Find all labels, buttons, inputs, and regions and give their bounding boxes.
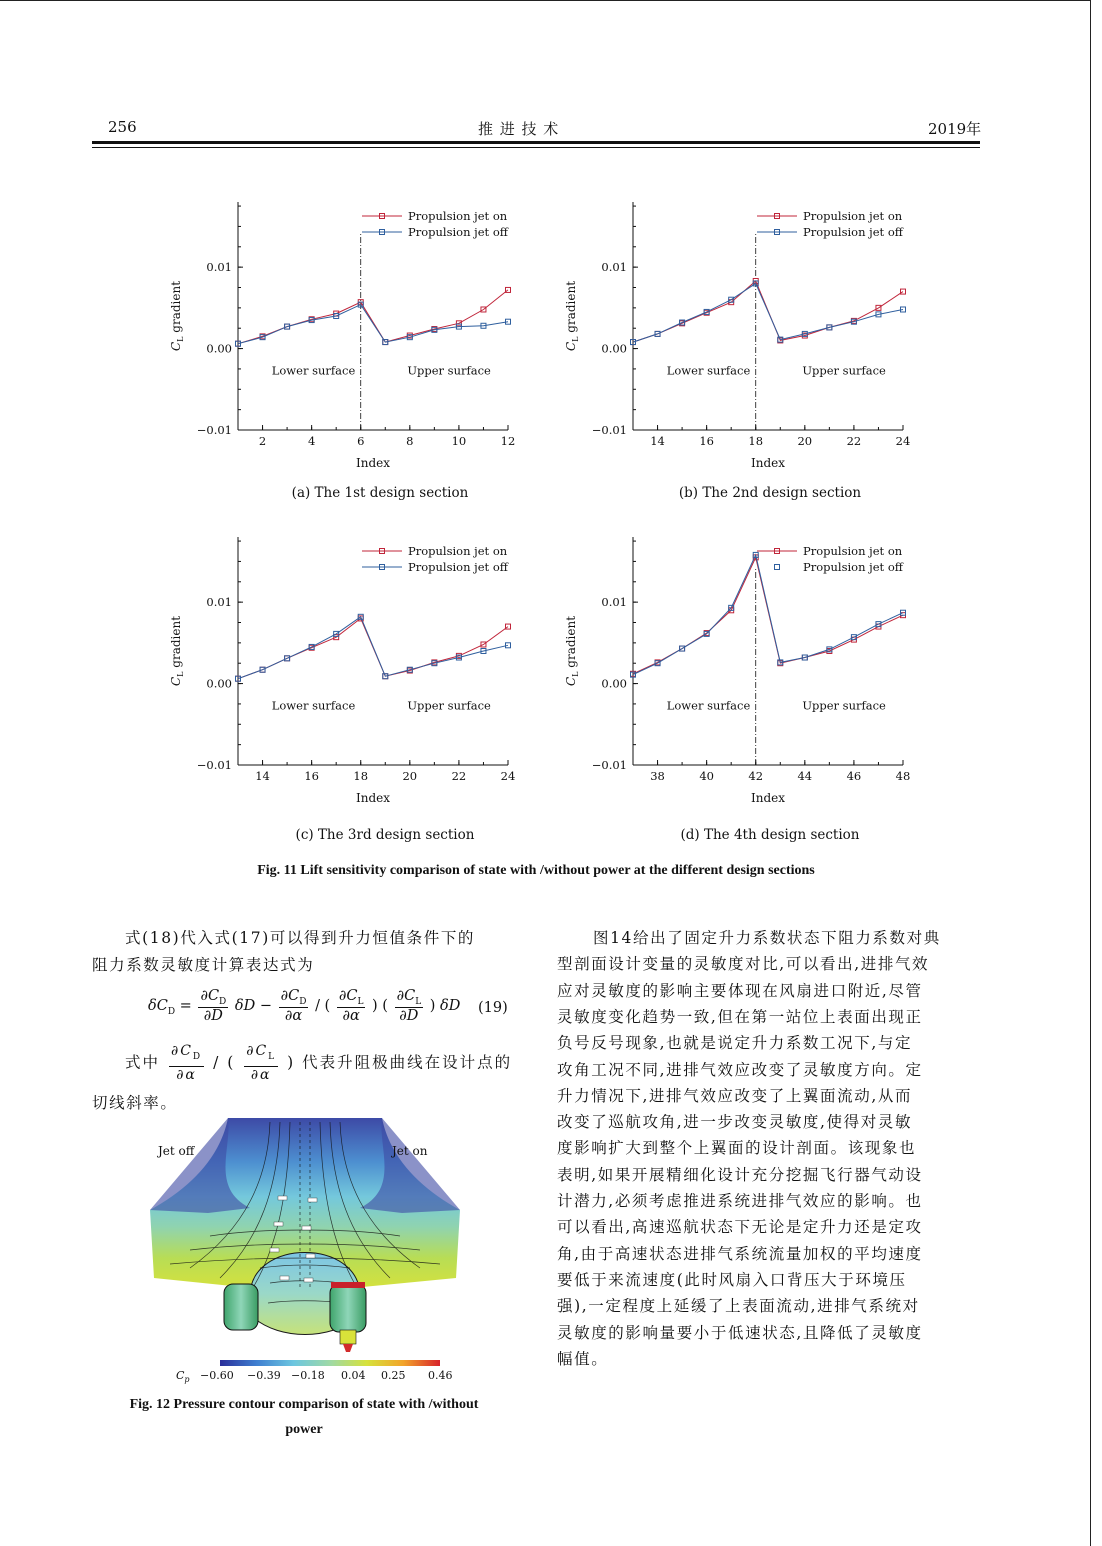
right-para-line: 强),一定程度上延缓了上表面流动,进排气系统对 bbox=[557, 1297, 920, 1316]
x-tick-label: 22 bbox=[451, 769, 467, 783]
y-axis-label-text: gradient bbox=[169, 280, 183, 337]
legend-label: Propulsion jet on bbox=[408, 544, 508, 558]
fig11-caption: Fig. 11 Lift sensitivity comparison of state with /without power at the different design sections bbox=[257, 863, 815, 878]
chart-svg bbox=[545, 190, 925, 480]
right-para-line: 幅值。 bbox=[557, 1349, 609, 1368]
x-tick-label: 6 bbox=[357, 434, 365, 448]
x-tick-label: 46 bbox=[846, 769, 862, 783]
colorbar-tick: −0.18 bbox=[291, 1369, 325, 1382]
y-tick-label: 0.01 bbox=[601, 595, 627, 610]
y-tick-label: 0.00 bbox=[206, 676, 232, 691]
y-axis-label-symbol: C bbox=[169, 341, 183, 352]
fig12-label-jet-off: Jet off bbox=[158, 1144, 195, 1158]
x-tick-label: 44 bbox=[797, 769, 813, 783]
equation-number: (19) bbox=[478, 1000, 508, 1016]
left-para2-line2: 切线斜率。 bbox=[92, 1094, 178, 1112]
region-label-lower: Lower surface bbox=[666, 363, 751, 378]
y-tick-label: −0.01 bbox=[196, 423, 232, 437]
fig11-subcaption-c: (c) The 3rd design section bbox=[295, 827, 475, 843]
series-line bbox=[238, 618, 508, 678]
y-tick-label: 0.00 bbox=[601, 676, 627, 691]
equation-19: $\delta C_D$ = $\frac{\partial C_D}{\partial D}$ δD − $\frac{\partial C_D}{\partial\alpha}$ / ( $\frac{\partial C_L}{\partial\alpha}$ ) ( $\frac{\partial C_L}{\partial D}$ ) δD bbox=[148, 988, 461, 1024]
fig11-subcaption-d: (d) The 4th design section bbox=[680, 827, 860, 843]
right-para-line: 灵敏度的影响量要小于低速状态,且降低了灵敏度 bbox=[557, 1323, 923, 1342]
x-tick-label: 8 bbox=[406, 434, 414, 448]
y-axis-label-sub: L bbox=[176, 671, 185, 677]
legend-label: Propulsion jet off bbox=[408, 225, 508, 239]
series-line bbox=[238, 290, 508, 344]
right-para-line: 计潜力,必须考虑推进系统进排气效应的影响。也 bbox=[557, 1192, 923, 1210]
series-line bbox=[633, 283, 903, 342]
legend-label: Propulsion jet on bbox=[803, 544, 903, 558]
x-tick-label: 20 bbox=[402, 769, 418, 783]
region-label-lower: Lower surface bbox=[271, 363, 356, 378]
fig11-panel-c bbox=[150, 525, 530, 815]
left-para2-line1: 式中 $\frac{\partial C_D}{\partial\alpha}$ / ( $\frac{\partial C_L}{\partial\alpha}$ ) 代表升阻极曲线在设计点的 bbox=[125, 1043, 513, 1083]
series-line bbox=[633, 557, 903, 673]
x-tick-label: 2 bbox=[258, 434, 267, 448]
right-para-line: 要低于来流速度(此时风扇入口背压大于环境压 bbox=[557, 1270, 907, 1289]
colorbar-tick: 0.46 bbox=[428, 1369, 453, 1382]
para2-prefix: 式中 bbox=[125, 1053, 161, 1072]
y-axis-label bbox=[169, 281, 185, 351]
region-label-lower: Lower surface bbox=[271, 698, 356, 713]
region-label-upper: Upper surface bbox=[802, 363, 886, 378]
x-axis-label: Index bbox=[750, 791, 786, 805]
y-tick-label: 0.01 bbox=[206, 260, 232, 275]
chart-svg bbox=[150, 190, 530, 480]
header-rule-thin bbox=[92, 147, 980, 148]
legend-label: Propulsion jet off bbox=[803, 560, 903, 574]
page-edge-top bbox=[0, 0, 1091, 1]
x-tick-label: 4 bbox=[307, 434, 316, 448]
x-tick-label: 48 bbox=[895, 769, 911, 783]
x-tick-label: 22 bbox=[846, 434, 862, 448]
y-axis-label-sub: L bbox=[176, 336, 185, 342]
journal-title: 推 进 技 术 bbox=[478, 120, 560, 138]
right-para-line: 应对灵敏度的影响主要体现在风扇进口附近,尽管 bbox=[557, 981, 923, 1000]
right-para-line: 型剖面设计变量的灵敏度对比,可以看出,进排气效 bbox=[557, 955, 930, 974]
right-para-line: 表明,如果开展精细化设计充分挖掘飞行器气动设 bbox=[557, 1165, 923, 1184]
left-para1-line1: 式(18)代入式(17)可以得到升力恒值条件下的 bbox=[125, 929, 476, 947]
y-tick-label: 0.01 bbox=[206, 595, 232, 610]
right-para-line: 改变了巡航攻角,进一步改变灵敏度,使得对灵敏 bbox=[557, 1113, 913, 1132]
y-axis-label bbox=[169, 616, 185, 686]
fig12-colorbar bbox=[220, 1360, 440, 1366]
y-axis-label-sub: L bbox=[571, 336, 580, 342]
header-year: 2019年 bbox=[928, 120, 982, 138]
y-axis-label-text: gradient bbox=[564, 615, 578, 672]
y-tick-label: 0.00 bbox=[601, 341, 627, 356]
y-tick-label: −0.01 bbox=[591, 758, 627, 772]
y-axis-label bbox=[564, 616, 580, 686]
x-axis-label: Index bbox=[355, 456, 391, 470]
fig11-panel-d bbox=[545, 525, 925, 815]
fig11-panel-a bbox=[150, 190, 530, 480]
page-number: 256 bbox=[108, 118, 137, 136]
chart-svg bbox=[150, 525, 530, 815]
fig12-caption-line1: Fig. 12 Pressure contour comparison of state with /without bbox=[129, 1397, 479, 1412]
x-tick-label: 24 bbox=[895, 434, 911, 448]
y-axis-label-sub: L bbox=[571, 671, 580, 677]
region-label-upper: Upper surface bbox=[802, 698, 886, 713]
y-axis-label-text: gradient bbox=[564, 280, 578, 337]
page-edge-right bbox=[1090, 0, 1091, 1546]
right-para-line: 攻角工况不同,进排气效应改变了灵敏度方向。定 bbox=[557, 1060, 923, 1079]
region-label-lower: Lower surface bbox=[666, 698, 751, 713]
x-tick-label: 18 bbox=[353, 769, 369, 783]
x-tick-label: 16 bbox=[304, 769, 319, 783]
x-tick-label: 16 bbox=[699, 434, 714, 448]
y-axis-label-symbol: C bbox=[169, 676, 183, 687]
x-tick-label: 12 bbox=[500, 434, 516, 448]
right-para-line: 图14给出了固定升力系数状态下阻力系数对典 bbox=[593, 929, 941, 947]
y-axis-label-symbol: C bbox=[564, 676, 578, 687]
colorbar-tick: −0.60 bbox=[200, 1369, 234, 1382]
right-para-line: 灵敏度变化趋势一致,但在第一站位上表面出现正 bbox=[557, 1007, 923, 1026]
right-para-line: 升力情况下,进排气效应改变了上翼面流动,从而 bbox=[557, 1086, 913, 1105]
fig12-caption-line2: power bbox=[285, 1422, 323, 1437]
left-para1-line2: 阻力系数灵敏度计算表达式为 bbox=[92, 956, 315, 974]
colorbar-tick: 0.25 bbox=[381, 1369, 406, 1382]
para2-suffix: 代表升阻极曲线在设计点的 bbox=[302, 1053, 513, 1072]
x-tick-label: 14 bbox=[255, 769, 270, 783]
header-rule-thick bbox=[92, 141, 980, 144]
y-tick-label: −0.01 bbox=[196, 758, 232, 772]
legend-label: Propulsion jet off bbox=[803, 225, 903, 239]
fig12-label-jet-on: Jet on bbox=[392, 1144, 428, 1158]
legend-label: Propulsion jet off bbox=[408, 560, 508, 574]
y-axis-label-text: gradient bbox=[169, 615, 183, 672]
series-line bbox=[238, 617, 508, 679]
x-axis-label: Index bbox=[750, 456, 786, 470]
right-para-line: 负号反号现象,也就是说定升力系数工况下,与定 bbox=[557, 1034, 913, 1053]
x-tick-label: 42 bbox=[748, 769, 764, 783]
x-tick-label: 14 bbox=[650, 434, 665, 448]
y-axis-label bbox=[564, 281, 580, 351]
fig11-subcaption-a: (a) The 1st design section bbox=[291, 485, 469, 501]
series-line bbox=[238, 305, 508, 344]
x-tick-label: 20 bbox=[797, 434, 813, 448]
x-tick-label: 10 bbox=[451, 434, 467, 448]
y-axis-label-symbol: C bbox=[564, 341, 578, 352]
x-tick-label: 38 bbox=[650, 769, 665, 783]
colorbar-tick: 0.04 bbox=[341, 1369, 366, 1382]
x-axis-label: Index bbox=[355, 791, 391, 805]
y-tick-label: 0.01 bbox=[601, 260, 627, 275]
right-para-line: 度影响扩大到整个上翼面的设计剖面。该现象也 bbox=[557, 1139, 917, 1158]
x-tick-label: 24 bbox=[500, 769, 516, 783]
legend-label: Propulsion jet on bbox=[408, 209, 508, 223]
right-para-line: 可以看出,高速巡航状态下无论是定升力还是定攻 bbox=[557, 1218, 923, 1237]
x-tick-label: 18 bbox=[748, 434, 764, 448]
chart-svg bbox=[545, 525, 925, 815]
region-label-upper: Upper surface bbox=[407, 698, 491, 713]
colorbar-tick: −0.39 bbox=[247, 1369, 281, 1382]
x-tick-label: 40 bbox=[699, 769, 714, 783]
legend-swatch-marker bbox=[775, 565, 780, 570]
y-tick-label: −0.01 bbox=[591, 423, 627, 437]
y-tick-label: 0.00 bbox=[206, 341, 232, 356]
right-para-line: 角,由于高速状态进排气系统流量加权的平均速度 bbox=[557, 1244, 923, 1263]
fig11-subcaption-b: (b) The 2nd design section bbox=[678, 485, 862, 501]
region-label-upper: Upper surface bbox=[407, 363, 491, 378]
fig11-panel-b bbox=[545, 190, 925, 480]
colorbar-symbol: $C_p$ bbox=[176, 1369, 190, 1385]
legend-label: Propulsion jet on bbox=[803, 209, 903, 223]
